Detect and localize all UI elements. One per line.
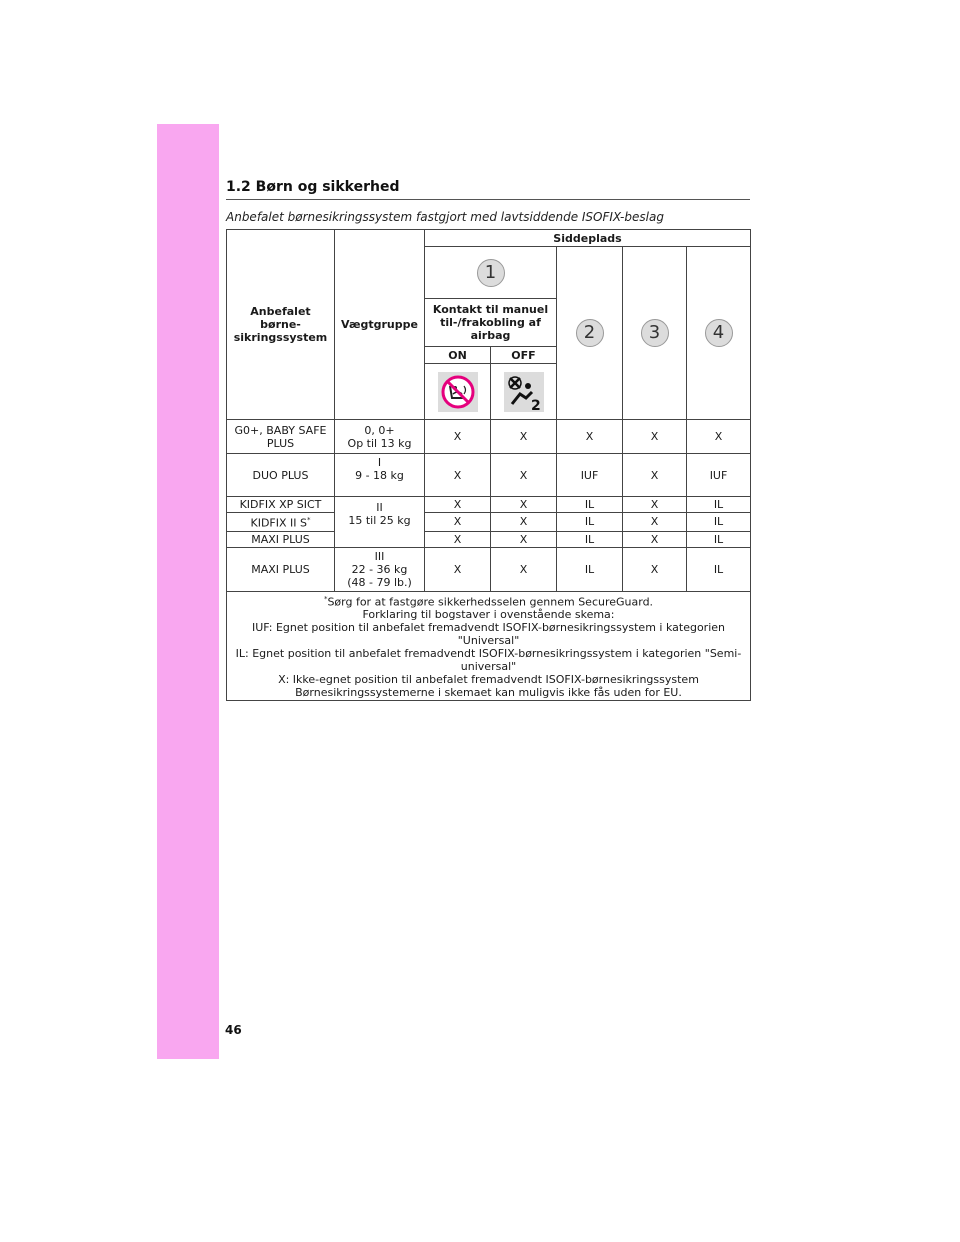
rear-facing-seat-prohibited-icon (438, 372, 478, 412)
weight-group (335, 420, 425, 454)
seat-number-4: 4 (705, 319, 733, 347)
value-seat-4: IL (687, 531, 751, 547)
value-on: X (425, 547, 491, 591)
weight-line: (48 - 79 lb.) (347, 575, 412, 589)
table-row (227, 513, 751, 532)
table-subtitle: Anbefalet børnesikringssystem fastgjort med lavtsiddende ISOFIX-beslag (226, 210, 664, 224)
value-seat-2: IL (557, 497, 623, 513)
weight-line: 15 til 25 kg (348, 514, 411, 527)
footnote-line: IUF: Egnet position til anbefalet fremadvendt ISOFIX-børnesikringssystem i kategorien "Universal" (251, 621, 725, 648)
footnote-marker: * (307, 516, 311, 524)
on-label: ON (425, 347, 491, 364)
off-label: OFF (491, 347, 557, 364)
seat-4-cell (687, 247, 751, 420)
value-seat-2: IL (557, 547, 623, 591)
value-seat-2: IL (557, 513, 623, 532)
airbag-header: Kontakt til manuel til-/frakobling af airbag (425, 299, 557, 347)
value-seat-3: X (623, 513, 687, 532)
section-title: 1.2 Børn og sikkerhed (226, 179, 750, 200)
weight-line: 9 - 18 kg (355, 468, 404, 482)
value-on: X (425, 531, 491, 547)
footnote-line: Forklaring til bogstaver i ovenstående skema: (362, 608, 615, 622)
weight-line: 22 - 36 kg (351, 562, 408, 576)
value-on: X (425, 454, 491, 497)
value-seat-2: IL (557, 531, 623, 547)
seat-3-cell (623, 247, 687, 420)
seat-1-cell (425, 247, 557, 299)
footnote-line: *Sørg for at fastgøre sikkerhedsselen gennem SecureGuard. (323, 594, 654, 609)
svg-text:2: 2 (530, 397, 541, 412)
weight-group (335, 547, 425, 591)
value-off: X (491, 531, 557, 547)
weight-line: 0, 0+ (364, 423, 395, 437)
table-row (227, 531, 751, 547)
system-name: DUO PLUS (227, 454, 335, 497)
airbag-on-icon-cell (425, 364, 491, 420)
weight-line: III (374, 549, 385, 563)
table-row (227, 547, 751, 591)
value-seat-4: IL (687, 513, 751, 532)
weight-line: II (376, 501, 383, 514)
weight-group (335, 497, 425, 548)
value-off: X (491, 420, 557, 454)
seat-number-2: 2 (576, 319, 604, 347)
airbag-off-icon (504, 372, 544, 412)
value-off: X (491, 497, 557, 513)
value-seat-4: IL (687, 547, 751, 591)
value-off: X (491, 454, 557, 497)
value-seat-3: X (623, 547, 687, 591)
seat-number-3: 3 (641, 319, 669, 347)
sidebar-tab (157, 124, 219, 1059)
system-name: KIDFIX II S* (227, 513, 335, 532)
weight-line: I (377, 455, 382, 469)
system-name: G0+, BABY SAFE PLUS (227, 420, 335, 454)
page-number: 46 (225, 1023, 242, 1037)
weight-group (335, 454, 425, 497)
value-seat-3: X (623, 454, 687, 497)
value-on: X (425, 420, 491, 454)
seat-2-cell (557, 247, 623, 420)
table-footnotes (227, 591, 751, 701)
footnote-line: IL: Egnet position til anbefalet fremadvendt ISOFIX-børnesikringssystem i kategorien "Semi-universal" (235, 647, 742, 674)
value-seat-3: X (623, 420, 687, 454)
airbag-off-icon-cell (491, 364, 557, 420)
value-seat-2: IUF (557, 454, 623, 497)
system-name: MAXI PLUS (227, 547, 335, 591)
value-off: X (491, 547, 557, 591)
value-seat-3: X (623, 531, 687, 547)
header-weight: Vægtgruppe (335, 230, 425, 420)
value-seat-4: IL (687, 497, 751, 513)
footnote-line: X: Ikke-egnet position til anbefalet fremadvendt ISOFIX-børnesikringssystem (278, 673, 699, 687)
child-seat-table (226, 229, 751, 701)
value-off: X (491, 513, 557, 532)
value-on: X (425, 513, 491, 532)
table-row (227, 420, 751, 454)
seat-number-1: 1 (477, 259, 505, 287)
table-row (227, 497, 751, 513)
system-name: KIDFIX XP SICT (227, 497, 335, 513)
value-seat-4: X (687, 420, 751, 454)
value-on: X (425, 497, 491, 513)
system-name: MAXI PLUS (227, 531, 335, 547)
value-seat-2: X (557, 420, 623, 454)
header-system: Anbefalet børne-sikringssystem (227, 230, 335, 420)
table-row (227, 454, 751, 497)
footnote-line: Børnesikringssystemerne i skemaet kan muligvis ikke fås uden for EU. (295, 686, 682, 700)
weight-line: Op til 13 kg (347, 436, 412, 450)
value-seat-4: IUF (687, 454, 751, 497)
value-seat-3: X (623, 497, 687, 513)
header-seat: Siddeplads (425, 230, 751, 247)
